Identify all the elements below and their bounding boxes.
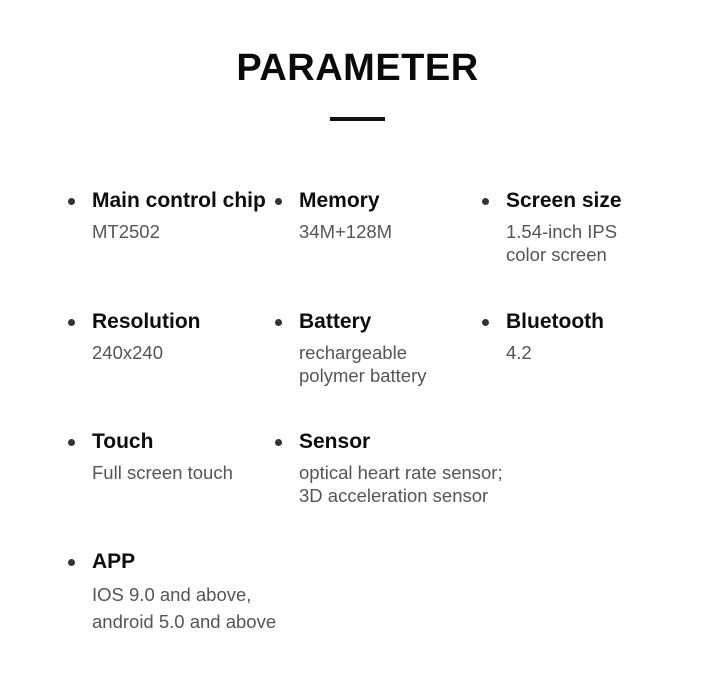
param-value-line: 240x240 bbox=[92, 342, 163, 363]
param-value-line: MT2502 bbox=[92, 221, 160, 242]
param-value bbox=[299, 220, 509, 243]
param-main-control-chip bbox=[92, 188, 302, 243]
bullet-icon bbox=[275, 198, 282, 205]
param-memory bbox=[299, 188, 509, 243]
page-title: PARAMETER bbox=[236, 47, 479, 89]
param-label: Battery bbox=[299, 310, 372, 333]
param-value bbox=[506, 220, 715, 266]
bullet-icon bbox=[275, 439, 282, 446]
param-value bbox=[92, 220, 302, 243]
param-label: Touch bbox=[92, 430, 154, 453]
param-label: APP bbox=[92, 550, 136, 573]
param-value-line: optical heart rate sensor; bbox=[299, 462, 503, 483]
param-bluetooth bbox=[506, 309, 715, 364]
param-screen-size bbox=[506, 188, 715, 266]
param-touch bbox=[92, 429, 302, 484]
param-value bbox=[299, 341, 509, 387]
param-value-line: 4.2 bbox=[506, 342, 532, 363]
param-label: Main control chip bbox=[92, 189, 266, 212]
param-label: Sensor bbox=[299, 430, 371, 453]
param-value bbox=[92, 581, 302, 635]
bullet-icon bbox=[482, 198, 489, 205]
bullet-icon bbox=[482, 319, 489, 326]
param-value-line: color screen bbox=[506, 244, 607, 265]
param-value-line: polymer battery bbox=[299, 365, 427, 386]
param-label: Bluetooth bbox=[506, 310, 604, 333]
param-resolution bbox=[92, 309, 302, 364]
param-value-line: IOS 9.0 and above, bbox=[92, 584, 252, 605]
param-value bbox=[506, 341, 715, 364]
param-value bbox=[299, 461, 559, 507]
param-value-line: 3D acceleration sensor bbox=[299, 485, 489, 506]
bullet-icon bbox=[68, 319, 75, 326]
param-value-line: rechargeable bbox=[299, 342, 407, 363]
param-label: Screen size bbox=[506, 189, 622, 212]
param-value-line: 1.54-inch IPS bbox=[506, 221, 618, 242]
bullet-icon bbox=[68, 559, 75, 566]
param-value-line: android 5.0 and above bbox=[92, 611, 277, 632]
param-value-line: Full screen touch bbox=[92, 462, 233, 483]
param-label: Resolution bbox=[92, 310, 201, 333]
param-label: Memory bbox=[299, 189, 380, 212]
param-app bbox=[92, 549, 302, 635]
param-battery bbox=[299, 309, 509, 387]
bullet-icon bbox=[68, 439, 75, 446]
param-value bbox=[92, 461, 302, 484]
param-sensor bbox=[299, 429, 559, 507]
bullet-icon bbox=[275, 319, 282, 326]
param-value-line: 34M+128M bbox=[299, 221, 393, 242]
title-underline bbox=[330, 117, 385, 121]
param-value bbox=[92, 341, 302, 364]
bullet-icon bbox=[68, 198, 75, 205]
